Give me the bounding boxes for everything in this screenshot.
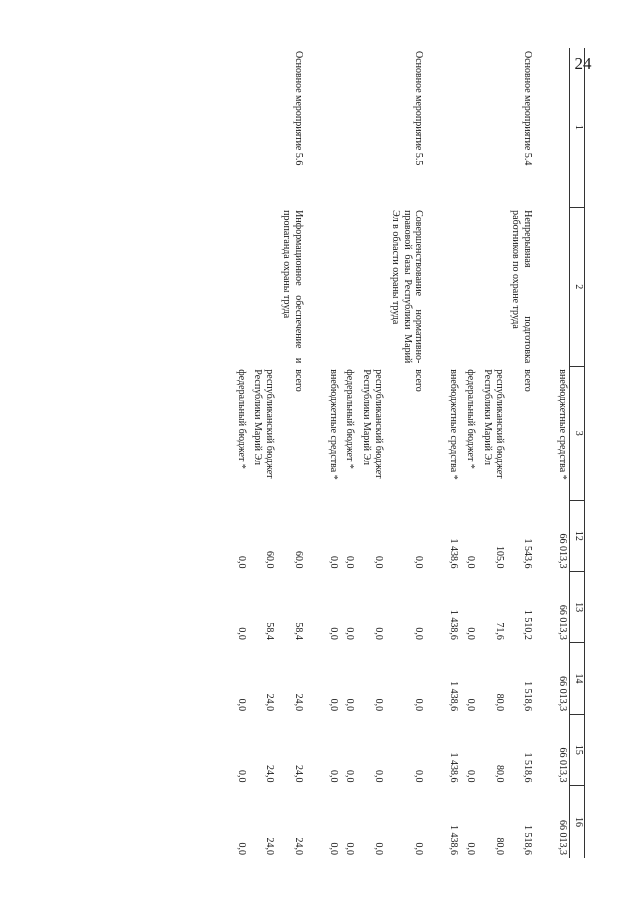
value-cell: 58,4 bbox=[264, 622, 276, 640]
value-cell: 0,0 bbox=[373, 769, 385, 783]
value-cell: 1 510,2 bbox=[522, 609, 534, 640]
table-row bbox=[552, 48, 569, 858]
value-cell: 0,0 bbox=[413, 698, 425, 712]
description-cell bbox=[323, 207, 340, 366]
table-row bbox=[276, 48, 305, 858]
value-cell: 0,0 bbox=[465, 556, 477, 569]
value-cell: 1 438,6 bbox=[448, 681, 460, 712]
description-cell bbox=[552, 207, 569, 366]
activity-cell: Основное мероприятие 5.6 bbox=[292, 51, 304, 166]
activity-cell: Основное мероприятие 5.5 bbox=[413, 51, 425, 166]
value-cell: 0,0 bbox=[235, 842, 247, 855]
value-cell: 24,0 bbox=[264, 837, 276, 855]
header-cell: 3 bbox=[570, 366, 585, 500]
activity-cell bbox=[443, 48, 460, 207]
source-cell: всего bbox=[413, 369, 425, 392]
value-cell: 0,0 bbox=[327, 842, 339, 855]
value-cell: 0,0 bbox=[235, 769, 247, 783]
value-cell: 1 518,6 bbox=[522, 825, 534, 855]
table-row bbox=[231, 48, 248, 858]
activity-cell: Основное мероприятие 5.4 bbox=[522, 51, 534, 166]
table-row bbox=[477, 48, 506, 858]
value-cell: 1 518,6 bbox=[522, 752, 534, 783]
page-number: 24 bbox=[574, 54, 592, 73]
value-cell: 0,0 bbox=[327, 698, 339, 712]
header-cell: 15 bbox=[570, 714, 585, 785]
value-cell: 60,0 bbox=[292, 551, 304, 569]
value-cell: 66 013,3 bbox=[557, 676, 568, 712]
row-spacer bbox=[305, 48, 323, 858]
value-cell: 66 013,3 bbox=[557, 533, 568, 569]
rotated-table-page bbox=[120, 48, 585, 858]
value-cell: 0,0 bbox=[465, 698, 477, 712]
value-cell: 0,0 bbox=[344, 698, 356, 712]
description-cell bbox=[231, 207, 248, 366]
value-cell: 0,0 bbox=[465, 769, 477, 783]
source-cell: всего bbox=[522, 369, 534, 392]
value-cell: 80,0 bbox=[493, 764, 505, 783]
value-cell: 1 438,6 bbox=[448, 825, 460, 855]
description-cell bbox=[248, 207, 277, 366]
table-row bbox=[460, 48, 477, 858]
source-cell: федеральный бюджет * bbox=[235, 369, 247, 469]
value-cell: 24,0 bbox=[292, 837, 304, 855]
value-cell: 0,0 bbox=[344, 556, 356, 569]
header-cell: 16 bbox=[570, 785, 585, 858]
table-row bbox=[356, 48, 385, 858]
header-cell: 14 bbox=[570, 643, 585, 714]
value-cell: 0,0 bbox=[373, 698, 385, 712]
value-cell: 1 438,6 bbox=[448, 752, 460, 783]
value-cell: 0,0 bbox=[327, 627, 339, 640]
row-spacer bbox=[425, 48, 443, 858]
value-cell: 66 013,3 bbox=[557, 604, 568, 640]
value-cell: 1 438,6 bbox=[448, 538, 460, 569]
table-row bbox=[385, 48, 425, 858]
source-cell: республиканский бюджет Республики Марий Эл bbox=[361, 369, 385, 479]
header-cell: 2 bbox=[570, 207, 585, 366]
value-cell: 24,0 bbox=[292, 764, 304, 783]
value-cell: 24,0 bbox=[264, 693, 276, 712]
source-cell: внебюджетные средства * bbox=[448, 369, 460, 480]
table-row bbox=[248, 48, 277, 858]
value-cell: 60,0 bbox=[264, 551, 276, 569]
value-cell: 80,0 bbox=[493, 693, 505, 712]
value-cell: 1 543,6 bbox=[522, 538, 534, 569]
value-cell: 0,0 bbox=[235, 556, 247, 569]
description-cell: Информационное обеспечение и пропаганда охраны труда bbox=[281, 210, 304, 364]
activity-cell bbox=[552, 48, 569, 207]
header-cell: 1 bbox=[570, 48, 585, 207]
value-cell: 105,0 bbox=[493, 546, 505, 569]
description-cell: Непрерывная подготовка работников по охране труда bbox=[510, 210, 534, 364]
table-header bbox=[570, 48, 585, 858]
description-cell bbox=[477, 207, 506, 366]
activity-cell bbox=[248, 48, 277, 207]
value-cell: 66 013,3 bbox=[557, 747, 568, 783]
table-row bbox=[443, 48, 460, 858]
value-cell: 0,0 bbox=[235, 698, 247, 712]
source-cell: республиканский бюджет Республики Марий Эл bbox=[481, 369, 505, 479]
activity-cell bbox=[460, 48, 477, 207]
value-cell: 0,0 bbox=[413, 556, 425, 569]
source-cell: республиканский бюджет Республики Марий Эл bbox=[252, 369, 276, 479]
budget-table bbox=[231, 48, 585, 858]
description-cell bbox=[460, 207, 477, 366]
value-cell: 0,0 bbox=[413, 769, 425, 783]
value-cell: 0,0 bbox=[344, 627, 356, 640]
value-cell: 24,0 bbox=[292, 693, 304, 712]
source-cell: всего bbox=[292, 369, 304, 392]
value-cell: 0,0 bbox=[373, 842, 385, 855]
source-cell: внебюджетные средства * bbox=[327, 369, 339, 480]
description-cell: Совершенствование нормативно-правовой базы Республики Марий Эл в области охраны труда bbox=[389, 210, 425, 364]
value-cell: 0,0 bbox=[465, 627, 477, 640]
description-cell bbox=[443, 207, 460, 366]
value-cell: 0,0 bbox=[327, 769, 339, 783]
row-spacer bbox=[534, 48, 552, 858]
value-cell: 0,0 bbox=[327, 556, 339, 569]
value-cell: 0,0 bbox=[344, 769, 356, 783]
activity-cell bbox=[356, 48, 385, 207]
source-cell: федеральный бюджет * bbox=[344, 369, 356, 469]
activity-cell bbox=[340, 48, 357, 207]
value-cell: 0,0 bbox=[235, 627, 247, 640]
value-cell: 0,0 bbox=[344, 842, 356, 855]
value-cell: 1 438,6 bbox=[448, 609, 460, 640]
activity-cell bbox=[231, 48, 248, 207]
table-body bbox=[231, 48, 570, 858]
value-cell: 1 518,6 bbox=[522, 681, 534, 712]
activity-cell bbox=[323, 48, 340, 207]
table-row bbox=[323, 48, 340, 858]
value-cell: 71,6 bbox=[493, 622, 505, 640]
value-cell: 0,0 bbox=[373, 627, 385, 640]
header-cell: 12 bbox=[570, 500, 585, 571]
value-cell: 0,0 bbox=[465, 842, 477, 855]
header-cell: 13 bbox=[570, 572, 585, 643]
description-cell bbox=[340, 207, 357, 366]
value-cell: 58,4 bbox=[292, 622, 304, 640]
value-cell: 0,0 bbox=[373, 556, 385, 569]
value-cell: 0,0 bbox=[413, 842, 425, 855]
table-row bbox=[340, 48, 357, 858]
activity-cell bbox=[477, 48, 506, 207]
source-cell: федеральный бюджет * bbox=[465, 369, 477, 469]
value-cell: 80,0 bbox=[493, 837, 505, 855]
value-cell: 0,0 bbox=[413, 627, 425, 640]
value-cell: 66 013,3 bbox=[557, 820, 568, 855]
table-row bbox=[506, 48, 535, 858]
value-cell: 24,0 bbox=[264, 764, 276, 783]
description-cell bbox=[356, 207, 385, 366]
source-cell: внебюджетные средства * bbox=[557, 369, 568, 480]
